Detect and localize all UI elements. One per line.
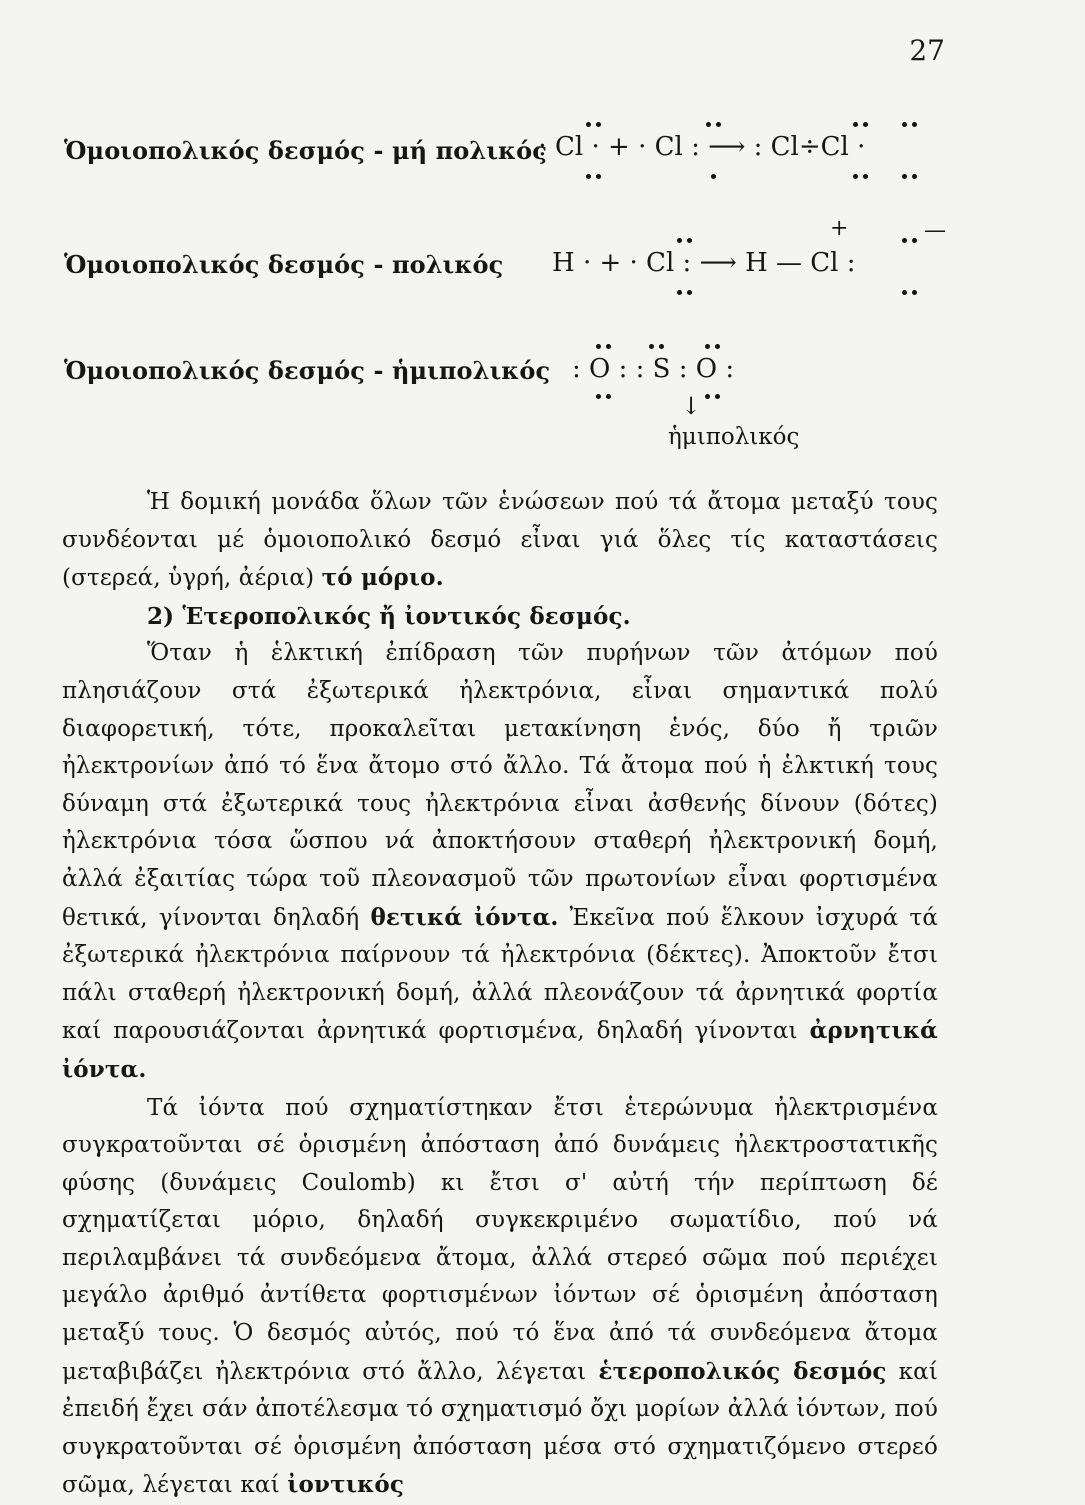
electron-dot — [902, 290, 907, 295]
electron-dot — [902, 238, 907, 243]
partial-negative-charge: — — [924, 218, 946, 243]
section-heading: 2) Ἑτεροπολικός ἤ ἰοντικός δεσμός. — [147, 598, 938, 636]
electron-dot — [863, 122, 868, 127]
paragraph-3 — [62, 1090, 938, 1505]
electron-dot — [715, 344, 720, 349]
arrow-down-icon: ↓ — [681, 392, 701, 420]
body-text — [62, 484, 938, 1505]
electron-dot — [902, 122, 907, 127]
electron-dot — [863, 174, 868, 179]
electron-dot — [606, 394, 611, 399]
polar-bond-formula: H · + · Cl : ⟶ H — Cl : — [552, 248, 856, 278]
semipolar-note: ἡμιπολικός — [668, 424, 799, 450]
semipolar-bond-label: Ὁμοιοπολικός δεσμός - ἡμιπολικός — [64, 356, 550, 385]
partial-positive-charge: + — [830, 216, 848, 241]
electron-dot — [912, 122, 917, 127]
paragraph-1 — [62, 484, 938, 598]
electron-dot — [586, 122, 591, 127]
electron-dot — [596, 174, 601, 179]
bond-row-nonpolar — [64, 118, 954, 188]
electron-dot — [912, 238, 917, 243]
electron-dot — [687, 290, 692, 295]
paragraph-2-bold-2: ἀρνητικά ἰόντα. — [62, 1017, 938, 1083]
electron-dot — [912, 174, 917, 179]
paragraph-2-text-b: Ἐκεῖνα πού ἕλκουν ἰσχυρά τά ἐξωτερικά ἠλεκτρόνια παίρνουν τά ἠλεκτρόνια (δέκτες). Ἀποκτοῦν ἔτσι πάλι σταθερή ἠλεκτρονική δομή, ἀλλά πλεονάζουν τά ἀρνητικά φορτία καί παρουσιάζονται ἀρνητικά φορτισμένα, δηλαδή γίνονται — [62, 905, 938, 1045]
page-number: 27 — [909, 34, 945, 67]
electron-dot — [912, 290, 917, 295]
electron-dot — [715, 394, 720, 399]
electron-dot — [853, 174, 858, 179]
paragraph-3-text-b: καί ἐπειδή ἔχει σάν ἀποτέλεσμα τό σχηματισμό ὄχι μορίων ἀλλά ἰόντων, πού συγκρατοῦνται σέ ὁρισμένη ἀπόσταση μέσα στό σχηματιζόμενο στερεό σῶμα, λέγεται καί — [62, 1359, 938, 1499]
electron-dot — [716, 122, 721, 127]
paragraph-1-bold: τό μόριο. — [322, 564, 444, 591]
electron-dot — [706, 122, 711, 127]
electron-dot — [659, 344, 664, 349]
electron-dot — [586, 174, 591, 179]
electron-dot — [711, 174, 716, 179]
nonpolar-bond-formula: : Cl · + · Cl : ⟶ : Cl÷Cl · — [538, 132, 865, 162]
bond-row-polar — [64, 232, 954, 302]
paragraph-2 — [62, 635, 938, 1089]
electron-dot — [596, 122, 601, 127]
electron-dot — [853, 122, 858, 127]
electron-dot — [687, 238, 692, 243]
electron-dot — [902, 174, 907, 179]
electron-dot — [705, 344, 710, 349]
bond-row-semipolar — [64, 338, 954, 408]
electron-dot — [677, 290, 682, 295]
electron-dot — [596, 394, 601, 399]
nonpolar-bond-label: Ὁμοιοπολικός δεσμός - μή πολικός — [64, 136, 547, 165]
electron-dot — [705, 394, 710, 399]
electron-dot — [596, 344, 601, 349]
paragraph-2-bold-1: θετικά ἰόντα. — [370, 904, 558, 931]
paragraph-3-bold-2: ἰοντικός — [287, 1471, 404, 1498]
electron-dot — [649, 344, 654, 349]
polar-bond-label: Ὁμοιοπολικός δεσμός - πολικός — [64, 250, 503, 279]
paragraph-1-text: Ἡ δομική μονάδα ὅλων τῶν ἑνώσεων πού τά ἄτομα μεταξύ τους συνδέονται μέ ὁμοιοπολικό δεσμό εἶναι γιά ὅλες τίς καταστάσεις (στερεά, ὑγρή, ἀέρια) — [62, 489, 938, 591]
paragraph-2-text-a: Ὅταν ἡ ἑλκτική ἐπίδραση τῶν πυρήνων τῶν ἀτόμων πού πλησιάζουν στά ἐξωτερικά ἠλεκτρόνια, εἶναι σημαντικά πολύ διαφορετική, τότε, προκαλεῖται μετακίνηση ἑνός, δύο ἤ τριῶν ἠλεκτρονίων ἀπό τό ἕνα ἄτομο στό ἄλλο. Τά ἄτομα πού ἡ ἑλκτική τους δύναμη στά ἐξωτερικά τους ἠλεκτρόνια εἶναι ἀσθενής δίνουν (δότες) ἠλεκτρόνια τόσα ὥσπου νά ἀποκτήσουν σταθερή ἠλεκτρονική δομή, ἀλλά ἐξαιτίας τώρα τοῦ πλεονασμοῦ τῶν πρωτονίων εἶναι φορτισμένα θετικά, γίνονται δηλαδή — [62, 640, 938, 930]
electron-dot — [677, 238, 682, 243]
paragraph-3-bold-1: ἑτεροπολικός δεσμός — [598, 1358, 886, 1385]
electron-dot — [606, 344, 611, 349]
semipolar-bond-formula: : O : : S : O : — [572, 354, 734, 384]
paragraph-3-text-a: Τά ἰόντα πού σχηματίστηκαν ἔτσι ἑτερώνυμα ἠλεκτρισμένα συγκρατοῦνται σέ ὁρισμένη ἀπόσταση ἀπό δυνάμεις ἠλεκτροστατικῆς φύσης (δυνάμεις Coulomb) κι ἔτσι σ' αὐτή τήν περίπτωση δέ σχηματίζεται μόριο, δηλαδή συγκεκριμένο σωματίδιο, πού νά περιλαμβάνει τά συνδεόμενα ἄτομα, ἀλλά στερεό σῶμα πού περιέχει μεγάλο ἀριθμό ἀντίθετα φορτισμένων ἰόντων σέ ὁρισμένη ἀπόσταση μεταξύ τους. Ὁ δεσμός αὐτός, πού τό ἕνα ἀπό τά συνδεόμενα ἄτομα μεταβιβάζει ἠλεκτρόνια στό ἄλλο, λέγεται — [62, 1095, 938, 1385]
